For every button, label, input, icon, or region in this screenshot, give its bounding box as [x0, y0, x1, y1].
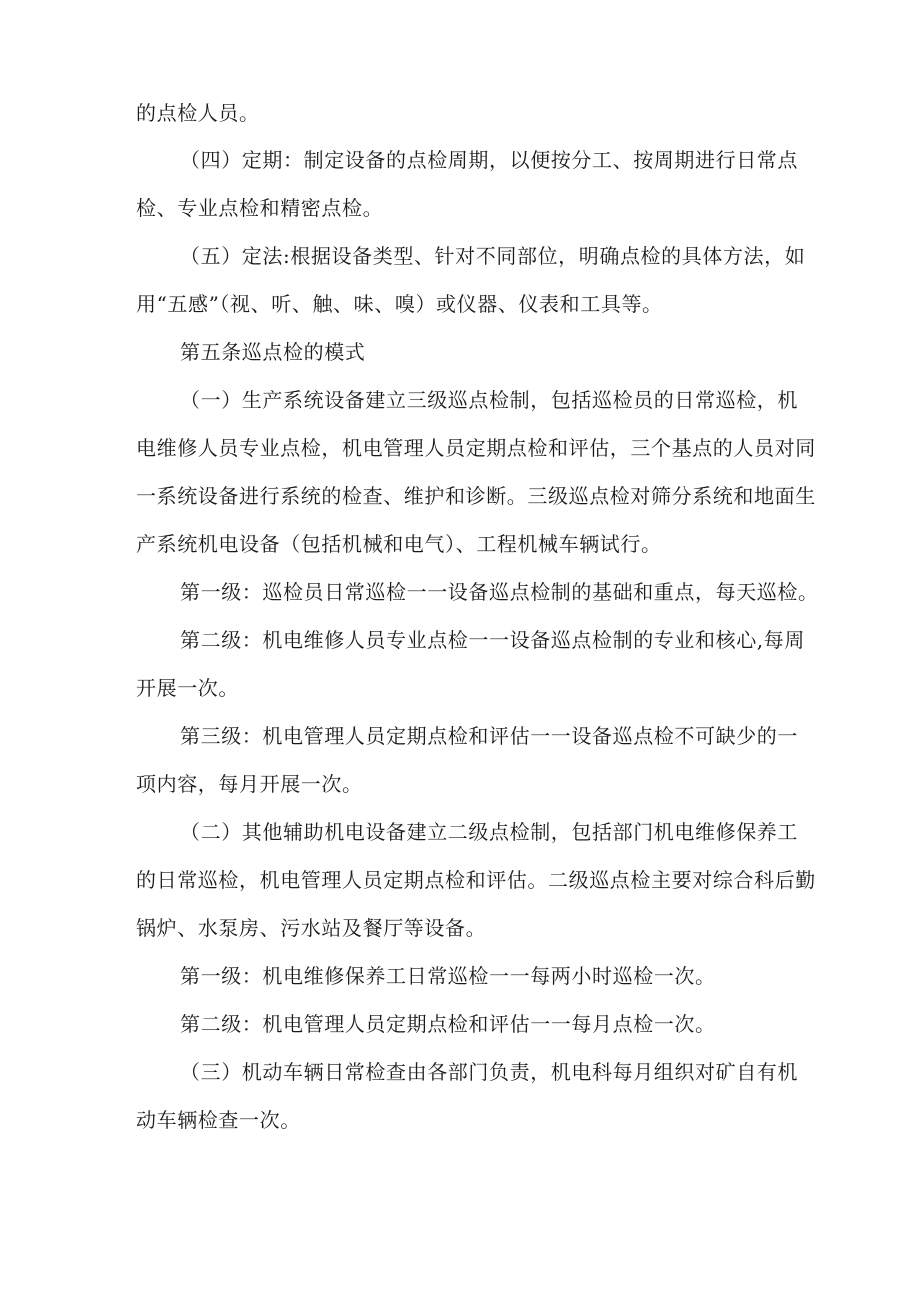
text-line: 第一级：巡检员日常巡检一一设备巡点检制的基础和重点，每天巡检。 [180, 580, 819, 604]
text-line: （四）定期：制定设备的点检周期，以便按分工、按周期进行日常点 [180, 148, 798, 172]
text-line: 锅炉、水泵房、污水站及餐厅等设备。 [136, 916, 487, 940]
text-line: 项内容，每月开展一次。 [136, 772, 363, 796]
text-line: 一系统设备进行系统的检查、维护和诊断。三级巡点检对筛分系统和地面生 [136, 484, 816, 508]
text-line: （一）生产系统设备建立三级巡点检制，包括巡检员的日常巡检，机 [180, 388, 798, 412]
text-line: 用“五感”（视、听、触、味、嗅）或仪器、仪表和工具等。 [136, 292, 663, 316]
text-line: （五）定法:根据设备类型、针对不同部位，明确点检的具体方法，如 [180, 244, 806, 268]
text-line: （二）其他辅助机电设备建立二级点检制，包括部门机电维修保养工 [180, 820, 798, 844]
text-line: 的日常巡检，机电管理人员定期点检和评估。二级巡点检主要对综合科后勤 [136, 868, 816, 892]
text-line: 检、专业点检和精密点检。 [136, 196, 384, 220]
text-line: 动车辆检查一次。 [136, 1108, 301, 1132]
text-line: 第一级：机电维修保养工日常巡检一一每两小时巡检一次。 [180, 964, 716, 988]
text-line: 第二级：机电管理人员定期点检和评估一一每月点检一次。 [180, 1012, 716, 1036]
text-line: 的点检人员。 [136, 101, 260, 125]
text-line: 第三级：机电管理人员定期点检和评估一一设备巡点检不可缺少的一 [180, 724, 798, 748]
section-heading: 第五条巡点检的模式 [180, 340, 366, 364]
text-line: 电维修人员专业点检，机电管理人员定期点检和评估，三个基点的人员对同 [136, 436, 816, 460]
text-line: （三）机动车辆日常检查由各部门负责，机电科每月组织对矿自有机 [180, 1060, 798, 1084]
text-line: 开展一次。 [136, 676, 239, 700]
text-line: 产系统机电设备（包括机械和电气）、工程机械车辆试行。 [136, 532, 662, 556]
text-line: 第二级：机电维修人员专业点检一一设备巡点检制的专业和核心,每周 [180, 628, 805, 652]
